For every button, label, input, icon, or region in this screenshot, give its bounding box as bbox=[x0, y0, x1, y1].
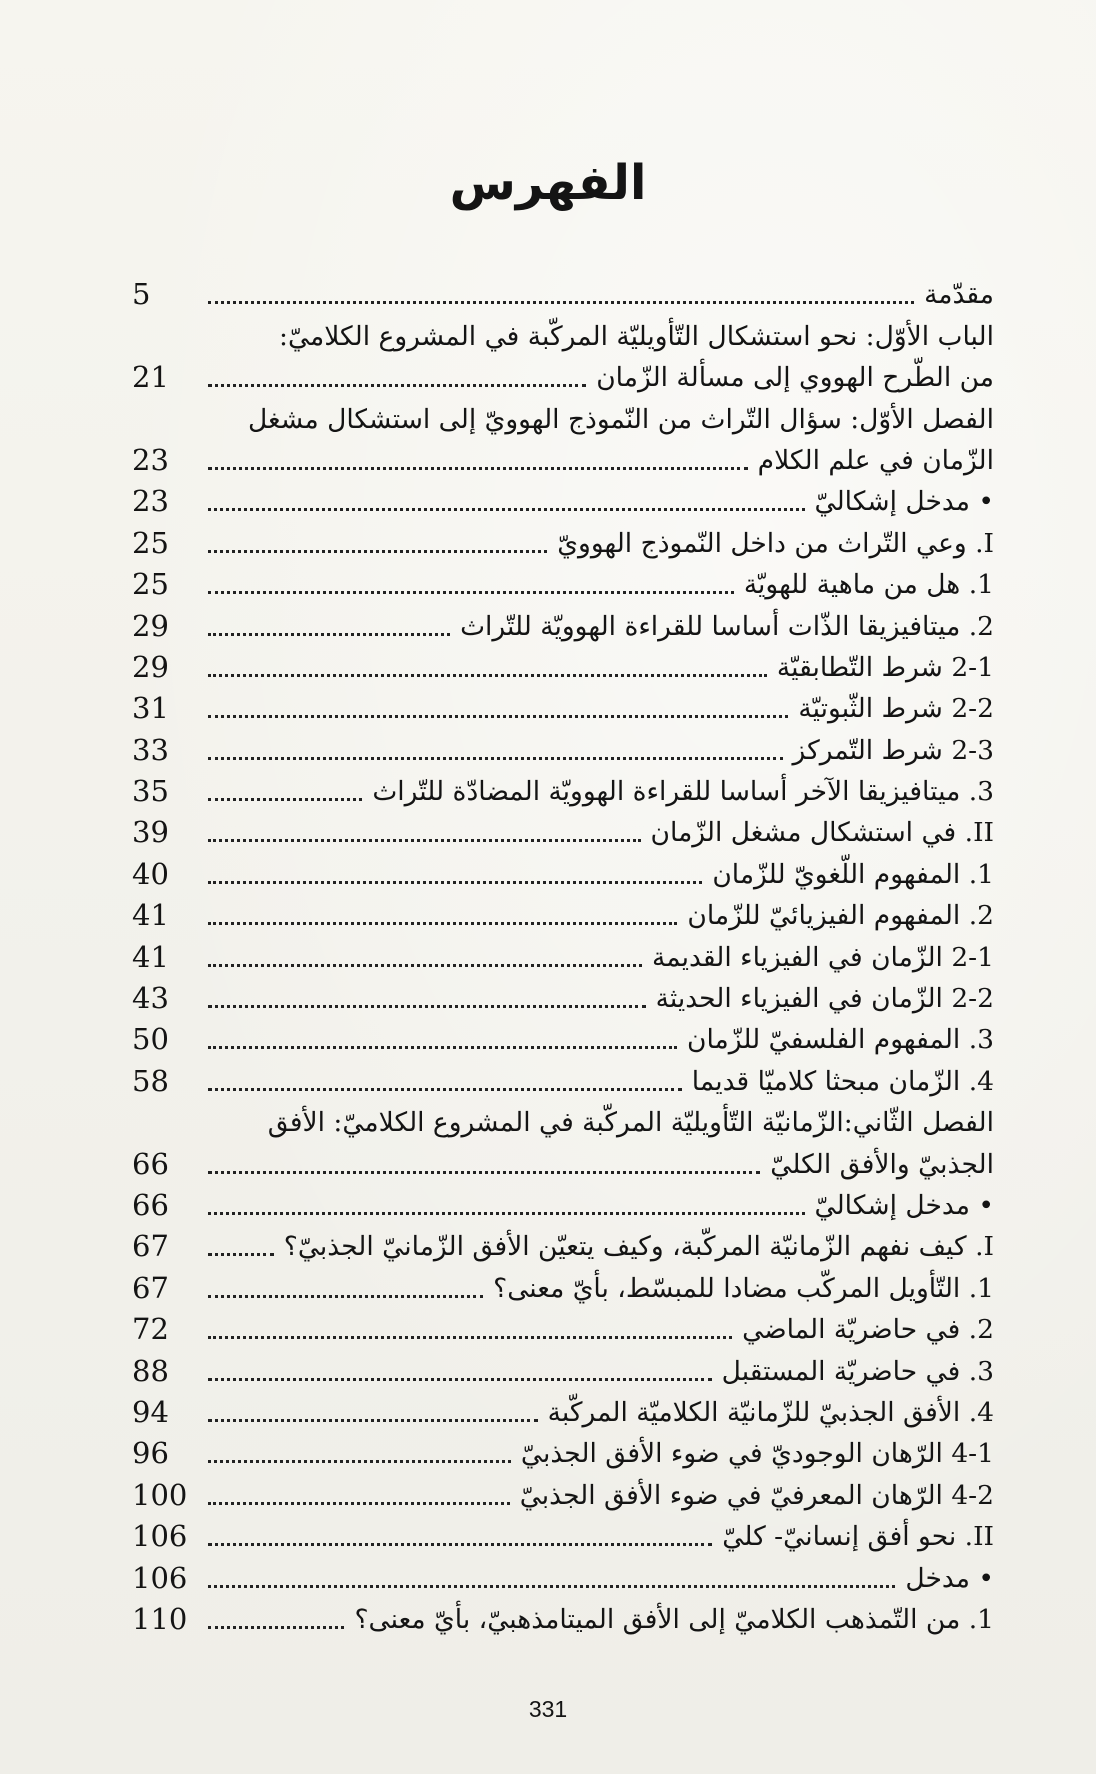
toc-entry bbox=[132, 978, 994, 1019]
toc-entry bbox=[132, 440, 994, 481]
toc-entry bbox=[132, 812, 994, 853]
toc-entry-page: 31 bbox=[132, 691, 169, 726]
dot-leader bbox=[208, 922, 677, 925]
toc-entry bbox=[132, 522, 994, 563]
toc-entry-title: 2-1 شرط التّطابقيّة bbox=[776, 651, 994, 683]
dot-leader bbox=[208, 384, 586, 387]
toc-entry-title: 2-2 الزّمان في الفيزياء الحديثة bbox=[655, 983, 994, 1015]
toc-entry-title: II. في استشكال مشغل الزّمان bbox=[650, 817, 994, 849]
toc-entry-page: 66 bbox=[132, 1187, 169, 1222]
toc-entry-title: 1. المفهوم اللّغويّ للزّمان bbox=[712, 858, 994, 890]
toc-entry-page: 106 bbox=[132, 1560, 188, 1595]
toc-entry-title: 1. من التّمذهب الكلاميّ إلى الأفق الميتامذهبيّ، بأيّ معنى؟ bbox=[354, 1603, 994, 1635]
toc-entry-page: 50 bbox=[132, 1022, 169, 1057]
toc-entry-title: • مدخل إشكاليّ bbox=[814, 486, 994, 518]
toc-entry bbox=[132, 1060, 994, 1101]
dot-leader bbox=[208, 591, 734, 594]
toc-entry bbox=[132, 564, 994, 605]
dot-leader bbox=[208, 550, 547, 553]
toc-entry-title: 2-3 شرط التّمركز bbox=[792, 734, 994, 766]
dot-leader bbox=[208, 1295, 483, 1298]
toc-entry-title: 2-1 الزّمان في الفيزياء القديمة bbox=[652, 941, 994, 973]
dot-leader bbox=[208, 1419, 538, 1422]
dot-leader bbox=[208, 798, 362, 801]
toc-entry-page: 23 bbox=[132, 484, 169, 519]
toc-entry-title: I. وعي التّراث من داخل النّموذج الهوويّ bbox=[557, 527, 994, 559]
toc-entry bbox=[132, 729, 994, 770]
toc-entry bbox=[132, 771, 994, 812]
toc-entry-title: II. نحو أفق إنسانيّ- كليّ bbox=[722, 1521, 994, 1553]
toc-entry-title: 4. الأفق الجذبيّ للزّمانيّة الكلاميّة المركّبة bbox=[547, 1396, 994, 1428]
toc-entry bbox=[132, 853, 994, 894]
toc-entry-title: I. كيف نفهم الزّمانيّة المركّبة، وكيف يتعيّن الأفق الزّمانيّ الجذبيّ؟ bbox=[283, 1231, 994, 1263]
toc-entry bbox=[132, 274, 994, 315]
dot-leader bbox=[208, 1626, 344, 1629]
toc-entry-title: • مدخل إشكاليّ bbox=[814, 1189, 994, 1221]
toc-entry-page: 29 bbox=[132, 649, 169, 684]
toc-entry-title: من الطّرح الهووي إلى مسألة الزّمان bbox=[596, 362, 994, 394]
toc-entry-title: 4. الزّمان مبحثا كلاميّا قديما bbox=[691, 1065, 994, 1097]
toc-entry-title: الفصل الثّاني:الزّمانيّة التّأويليّة المركّبة في المشروع الكلاميّ: الأفق bbox=[267, 1107, 994, 1139]
toc-entry bbox=[132, 1474, 994, 1515]
page-number: 331 bbox=[528, 1696, 568, 1722]
toc-entry-page: 106 bbox=[132, 1519, 188, 1554]
toc-entry-page: 40 bbox=[132, 856, 169, 891]
toc-entry bbox=[132, 1019, 994, 1060]
toc-entry-page: 66 bbox=[132, 1146, 169, 1181]
dot-leader bbox=[208, 1543, 712, 1546]
toc-entry-page: 72 bbox=[132, 1312, 169, 1347]
toc-entry bbox=[132, 1392, 994, 1433]
toc-entry-title: • مدخل bbox=[905, 1562, 994, 1594]
toc-entry bbox=[132, 1267, 994, 1308]
toc-entry-page: 41 bbox=[132, 898, 169, 933]
page-title: الفهرس bbox=[449, 155, 647, 211]
dot-leader bbox=[208, 1253, 274, 1256]
toc-entry-page: 110 bbox=[132, 1601, 188, 1636]
toc-entry bbox=[132, 688, 994, 729]
toc-entry-title: 3. ميتافيزيقا الآخر أساسا للقراءة الهوويّة المضادّة للتّراث bbox=[372, 776, 994, 808]
toc-entry-title: 3. في حاضريّة المستقبل bbox=[721, 1355, 994, 1387]
dot-leader bbox=[208, 1212, 805, 1215]
toc-entry-page: 23 bbox=[132, 442, 169, 477]
toc-entry-page: 67 bbox=[132, 1229, 169, 1264]
toc-entry-page: 29 bbox=[132, 608, 169, 643]
dot-leader bbox=[208, 1336, 732, 1339]
toc-entry-title: 2-2 شرط الثّبوتيّة bbox=[798, 693, 994, 725]
toc-entry-page: 43 bbox=[132, 981, 169, 1016]
dot-leader bbox=[208, 1460, 511, 1463]
toc-entry bbox=[132, 1516, 994, 1557]
toc-entry-title: 2. ميتافيزيقا الذّات أساسا للقراءة الهوويّة للتّراث bbox=[460, 610, 994, 642]
dot-leader bbox=[208, 508, 805, 511]
toc-entry bbox=[132, 398, 994, 439]
toc-entry bbox=[132, 1185, 994, 1226]
toc-entry bbox=[132, 1350, 994, 1391]
dot-leader bbox=[208, 1088, 682, 1091]
toc-entry-page: 88 bbox=[132, 1353, 169, 1388]
toc-entry bbox=[132, 1557, 994, 1598]
toc-entry-title: الباب الأوّل: نحو استشكال التّأويليّة المركّبة في المشروع الكلاميّ: bbox=[279, 320, 994, 352]
toc-entry-page: 58 bbox=[132, 1063, 169, 1098]
toc-entry-page: 67 bbox=[132, 1270, 169, 1305]
toc-entry-title: الزّمان في علم الكلام bbox=[757, 444, 994, 476]
toc-entry bbox=[132, 936, 994, 977]
dot-leader bbox=[208, 1378, 712, 1381]
toc-entry bbox=[132, 357, 994, 398]
toc-entry-page: 25 bbox=[132, 525, 169, 560]
dot-leader bbox=[208, 1171, 760, 1174]
toc-entry-title: الفصل الأوّل: سؤال التّراث من النّموذج الهوويّ إلى استشكال مشغل bbox=[247, 403, 994, 435]
table-of-contents bbox=[132, 274, 994, 1640]
toc-entry-title: 4-1 الرّهان الوجوديّ في ضوء الأفق الجذبيّ bbox=[520, 1438, 994, 1470]
dot-leader bbox=[208, 964, 642, 967]
toc-entry-title: 3. المفهوم الفلسفيّ للزّمان bbox=[687, 1024, 994, 1056]
dot-leader bbox=[208, 467, 748, 470]
dot-leader bbox=[208, 633, 450, 636]
dot-leader bbox=[208, 674, 767, 677]
toc-entry-page: 35 bbox=[132, 774, 169, 809]
toc-entry-page: 39 bbox=[132, 815, 169, 850]
toc-entry bbox=[132, 481, 994, 522]
toc-entry-title: 1. هل من ماهية للهويّة bbox=[743, 569, 994, 601]
dot-leader bbox=[208, 301, 914, 304]
dot-leader bbox=[208, 757, 783, 760]
dot-leader bbox=[208, 715, 788, 718]
toc-entry-page: 94 bbox=[132, 1394, 169, 1429]
toc-entry-page: 5 bbox=[132, 277, 151, 312]
dot-leader bbox=[208, 1585, 895, 1588]
toc-entry-page: 100 bbox=[132, 1477, 188, 1512]
toc-entry-page: 21 bbox=[132, 360, 169, 395]
toc-entry bbox=[132, 1309, 994, 1350]
toc-entry bbox=[132, 1143, 994, 1184]
toc-entry bbox=[132, 895, 994, 936]
toc-entry-title: مقدّمة bbox=[924, 279, 994, 311]
toc-entry bbox=[132, 1433, 994, 1474]
dot-leader bbox=[208, 1046, 677, 1049]
toc-entry-title: 1. التّأويل المركّب مضادا للمبسّط، بأيّ معنى؟ bbox=[493, 1272, 994, 1304]
toc-entry-page: 41 bbox=[132, 939, 169, 974]
toc-entry bbox=[132, 605, 994, 646]
toc-entry-title: الجذبيّ والأفق الكليّ bbox=[770, 1148, 994, 1180]
dot-leader bbox=[208, 1005, 646, 1008]
dot-leader bbox=[208, 1502, 510, 1505]
toc-entry bbox=[132, 315, 994, 356]
toc-entry-page: 96 bbox=[132, 1436, 169, 1471]
toc-entry-title: 2. في حاضريّة الماضي bbox=[742, 1314, 994, 1346]
toc-entry bbox=[132, 1599, 994, 1640]
toc-entry bbox=[132, 1102, 994, 1143]
toc-entry-title: 2. المفهوم الفيزيائيّ للزّمان bbox=[687, 900, 994, 932]
toc-entry bbox=[132, 647, 994, 688]
dot-leader bbox=[208, 881, 702, 884]
toc-entry-page: 25 bbox=[132, 567, 169, 602]
toc-entry-page: 33 bbox=[132, 732, 169, 767]
dot-leader bbox=[208, 839, 641, 842]
toc-entry-title: 4-2 الرّهان المعرفيّ في ضوء الأفق الجذبيّ bbox=[519, 1479, 994, 1511]
toc-entry bbox=[132, 1226, 994, 1267]
